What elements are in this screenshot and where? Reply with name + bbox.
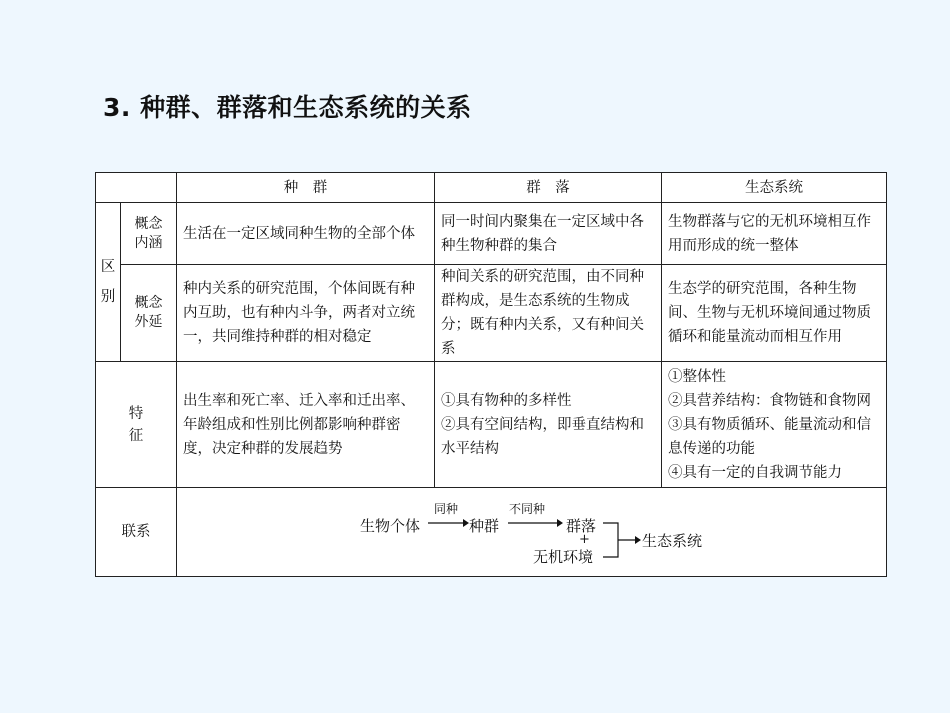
page-title: 3. 种群、群落和生态系统的关系 [103,93,472,122]
relation-label: 联系 [96,488,177,577]
flow-arrow-1 [427,516,469,530]
header-corner [96,173,177,203]
flow-population: 种群 [469,517,500,535]
connotation-ecosystem: 生物群落与它的无机环境相互作用而形成的统一整体 [662,203,887,265]
features-community: ①具有物种的多样性 ②具有空间结构，即垂直结构和水平结构 [435,362,662,488]
relationship-table [95,172,887,577]
connotation-label: 概念 内涵 [121,203,177,265]
extension-row [96,265,887,362]
flow-bracket-arrow [597,516,643,562]
features-row [96,362,887,488]
flow-individual: 生物个体 [360,517,421,535]
header-row [96,173,887,203]
relation-row [96,488,887,577]
flow-same-species-label: 同种 [434,502,459,516]
flow-arrow-2 [507,516,563,530]
flow-community: 群落 [566,517,597,535]
flow-environment: 无机环境 [533,548,594,566]
header-population: 种 群 [177,173,435,203]
connotation-population: 生活在一定区域同种生物的全部个体 [177,203,435,265]
connotation-row [96,203,887,265]
relation-diagram-cell [177,488,887,577]
features-label: 特 征 [96,362,177,488]
extension-label: 概念 外延 [121,265,177,362]
features-population: 出生率和死亡率、迁入率和迁出率、年龄组成和性别比例都影响种群密度，决定种群的发展趋势 [177,362,435,488]
connotation-community: 同一时间内聚集在一定区域中各种生物种群的集合 [435,203,662,265]
extension-ecosystem: 生态学的研究范围，各种生物间、生物与无机环境间通过物质循环和能量流动而相互作用 [662,265,887,362]
flow-different-species-label: 不同种 [509,502,546,516]
flow-ecosystem: 生态系统 [642,532,703,550]
flow-plus: + [579,532,590,547]
relation-flow-diagram [177,488,886,576]
extension-population: 种内关系的研究范围，个体间既有种内互助，也有种内斗争，两者对立统一，共同维持种群的相对稳定 [177,265,435,362]
header-community: 群 落 [435,173,662,203]
header-ecosystem: 生态系统 [662,173,887,203]
features-ecosystem: ①整体性 ②具营养结构：食物链和食物网 ③具有物质循环、能量流动和信息传递的功能 ④具有一定的自我调节能力 [662,362,887,488]
extension-community: 种间关系的研究范围，由不同种群构成，是生态系统的生物成分；既有种内关系，又有种间关系 [435,265,662,362]
distinction-label: 区 别 [96,203,121,362]
